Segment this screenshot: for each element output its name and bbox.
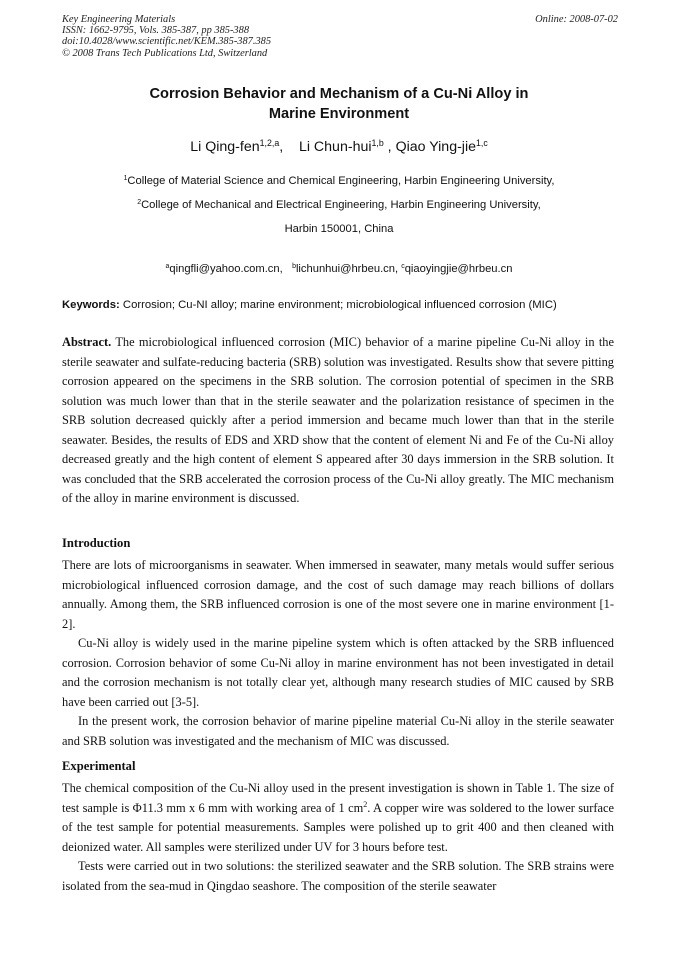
- email-sup: c: [401, 263, 405, 271]
- journal-header: [62, 14, 618, 59]
- experimental-body: [62, 779, 614, 896]
- exp-paragraph-1: [62, 779, 614, 857]
- author-name: Li Chun-hui: [298, 139, 372, 155]
- copyright-line: © 2008 Trans Tech Publications Ltd, Switzerland: [62, 47, 268, 59]
- author-sep: ,: [279, 139, 299, 155]
- affiliation-sup: 2: [137, 199, 142, 207]
- paper-title: [62, 84, 616, 124]
- keywords-label: Keywords:: [62, 299, 120, 311]
- journal-name: Key Engineering Materials: [62, 14, 176, 25]
- author-sup: 1,2,a: [259, 138, 280, 149]
- affiliation-sup: 1: [123, 175, 128, 183]
- intro-paragraph-2: Cu-Ni alloy is widely used in the marine pipeline system which is often attacked by the SRB influenced corrosion. Corrosion behavior of some Cu-Ni alloy in marine environment has not been investigated in detail and the corrosion mechanism is not totally clear yet, although many research studies of MIC caused by SRB have been carried out [3-5].: [62, 636, 614, 709]
- email-list: [62, 262, 616, 276]
- abstract-text: The microbiological influenced corrosion (MIC) behavior of a marine pipeline Cu-Ni alloy in the sterile seawater and sulfate-reducing bacteria (SRB) solution was investigated. Results show that severe pitting corrosion appeared on the specimens in the SRB solution. The corrosion potential of specimen in the SRB solution was much lower than that in the sterile seawater and the polarization resistance of specimen in the SRB solution decreased quickly after a period immersion and became much lower than that in the sterile seawater. Besides, the results of EDS and XRD show that the content of element Ni and Fe of the Cu-Ni alloy decreased greatly and the high content of element S appeared after 30 days immersion in the SRB solution. It was concluded that the SRB accelerated the corrosion process of the Cu-Ni alloy greatly. The MIC mechanism of the alloy in marine environment is discussed.: [62, 335, 614, 505]
- author-sup: 1,c: [476, 138, 488, 149]
- exp-p1-part-a: The chemical composition of the Cu-Ni alloy used in the present investigation is shown in Table 1. The size of test sample is Φ11.3 mm x 6 mm with working area of 1 cm: [62, 781, 614, 815]
- doi-line: doi:10.4028/www.scientific.net/KEM.385-387.385: [62, 36, 272, 48]
- author-sup: 1,b: [371, 138, 384, 149]
- email-a: qingfli@yahoo.com.cn,: [169, 263, 283, 275]
- author-name: Qiao Ying-jie: [395, 139, 477, 155]
- author-sep: ,: [383, 139, 396, 155]
- email-sup: b: [292, 263, 296, 271]
- affiliation-text: College of Material Science and Chemical Engineering, Harbin Engineering University,: [127, 175, 555, 187]
- experimental-heading: Experimental: [62, 759, 136, 773]
- exp-p1-sup: 2: [363, 800, 368, 810]
- affiliation-text: College of Mechanical and Electrical Engineering, Harbin Engineering University,: [141, 199, 541, 211]
- email-sup: a: [165, 263, 170, 271]
- affiliation-1: [62, 174, 616, 188]
- intro-paragraph-1: There are lots of microorganisms in seawater. When immersed in seawater, many metals would suffer serious microbiological influenced corrosion damage, and the cost of such damage may reach billions of dollars annually. Among them, the SRB influenced corrosion is one of the most severe one in marine environment [1-2].: [62, 558, 614, 631]
- affiliation-city: Harbin 150001, China: [284, 223, 394, 235]
- keywords-line: [62, 298, 618, 312]
- introduction-heading: Introduction: [62, 536, 131, 550]
- keywords-text: Corrosion; Cu-NI alloy; marine environment; microbiological influenced corrosion (MIC): [119, 299, 557, 311]
- affiliation-2: [62, 198, 616, 212]
- issn-line: ISSN: 1662-9795, Vols. 385-387, pp 385-388: [62, 25, 250, 37]
- title-line-1: Corrosion Behavior and Mechanism of a Cu-Ni Alloy in: [149, 86, 529, 102]
- abstract-label: Abstract.: [62, 335, 112, 349]
- email-c: qiaoyingjie@hrbeu.cn: [404, 263, 513, 275]
- email-b: lichunhui@hrbeu.cn,: [295, 263, 399, 275]
- intro-paragraph-3: In the present work, the corrosion behavior of marine pipeline material Cu-Ni alloy in the sterile seawater and SRB solution was investigated and the mechanism of MIC was discussed.: [62, 714, 614, 748]
- author-list: [62, 137, 616, 157]
- abstract-block: [62, 333, 614, 509]
- exp-p1-part-b: . A copper wire was soldered to the lower surface of the test sample for potential measurements. Samples were polished up to grit 400 and then cleaned with deionized water. All samples were sterilized under UV for 3 hours before test.: [62, 800, 614, 854]
- author-name: Li Qing-fen: [190, 139, 260, 155]
- exp-paragraph-2: Tests were carried out in two solutions: the sterilized seawater and the SRB solution. The SRB strains were isolated from the sea-mud in Qingdao seashore. The composition of the sterile seawater: [62, 859, 614, 893]
- online-date: Online: 2008-07-02: [535, 14, 618, 25]
- title-line-2: Marine Environment: [268, 106, 410, 122]
- introduction-body: [62, 556, 614, 751]
